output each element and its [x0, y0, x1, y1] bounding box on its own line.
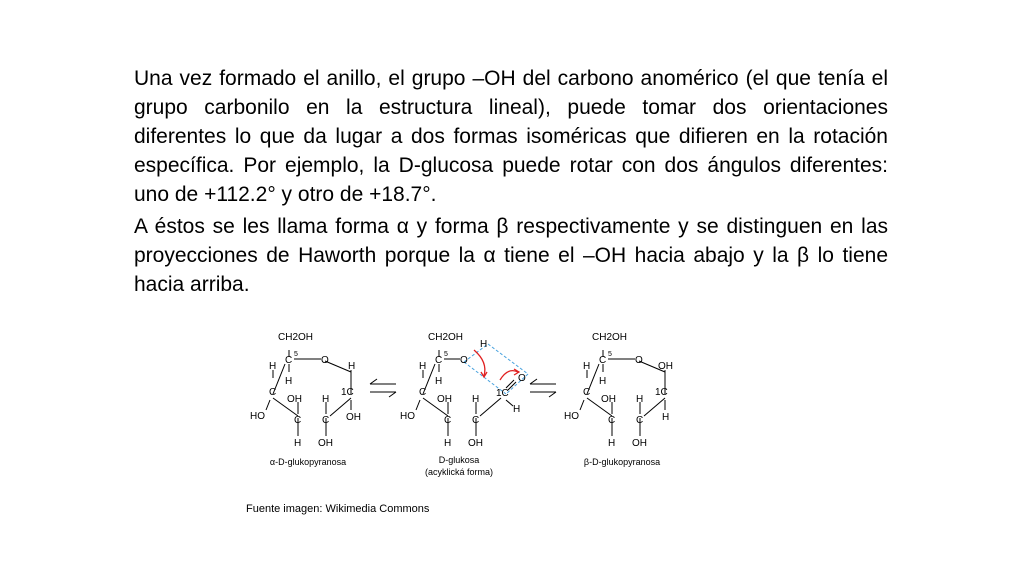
- label-oh-c3-beta: OH: [601, 394, 616, 405]
- label-ho-c4-alpha: HO: [250, 411, 265, 422]
- caption-open-1: D-glukosa: [438, 455, 480, 465]
- label-oh-c2-alpha: OH: [318, 438, 333, 449]
- mechanism-dashed-box: [464, 344, 528, 394]
- label-h-c4-alpha: H: [269, 361, 277, 372]
- label-h-c4-beta: H: [583, 361, 591, 372]
- caption-alpha: α-D-glukopyranosa: [269, 457, 347, 467]
- label-ch2oh-beta: CH2OH: [592, 332, 628, 343]
- label-h-c1-beta: H: [662, 412, 670, 423]
- label-5-beta: 5: [608, 351, 612, 358]
- label-ring-o-beta: O: [635, 355, 643, 366]
- label-h-c5-open: H: [435, 376, 443, 387]
- paragraph-alpha-beta-forms: A éstos se les llama forma α y forma β respectivamente y se distinguen en las proyecciones de Haworth porque la α tiene el –OH hacia abajo y la β lo tiene hacia arriba.: [134, 215, 888, 296]
- haworth-glucose-figure: [238, 322, 698, 482]
- label-c4-open: C: [419, 387, 427, 398]
- label-h-o-open: H: [480, 339, 488, 350]
- label-h-c3-alpha: H: [294, 438, 302, 449]
- label-h-c3-beta: H: [608, 438, 616, 449]
- label-ho-c4-open: HO: [400, 411, 415, 422]
- label-c2-beta: C: [636, 415, 644, 426]
- label-o-open: O: [460, 355, 468, 366]
- image-source: Fuente imagen: Wikimedia Commons: [246, 503, 430, 515]
- caption-beta: β-D-glukopyranosa: [583, 457, 661, 467]
- label-h-c2-open: H: [472, 394, 480, 405]
- label-h-c2-alpha: H: [322, 394, 330, 405]
- label-oh-c2-beta: OH: [632, 438, 647, 449]
- label-c1-alpha: 1C: [341, 387, 354, 398]
- paragraph-anomeric-carbon: Una vez formado el anillo, el grupo –OH del carbono anomérico (el que tenía el grupo carbonilo en la estructura lineal), puede tomar dos orientaciones diferentes lo que da lugar a dos formas isoméricas que difieren en la rotación específica. Por ejemplo, la D-glucosa puede rotar con dos ángulos diferentes: uno de +112.2° y otro de +18.7°.: [134, 67, 888, 206]
- label-ch2oh-open: CH2OH: [428, 332, 464, 343]
- label-ring-o-alpha: O: [321, 355, 329, 366]
- label-c2-open: C: [472, 415, 480, 426]
- label-h-c3-open: H: [444, 438, 452, 449]
- label-h-c2-beta: H: [636, 394, 644, 405]
- label-c4-beta: C: [583, 387, 591, 398]
- caption-open-2: (acyklická forma): [424, 467, 494, 477]
- label-c1-beta: 1C: [655, 387, 668, 398]
- label-h-c5-beta: H: [599, 376, 607, 387]
- label-5-alpha: 5: [294, 351, 298, 358]
- label-c2-alpha: C: [322, 415, 330, 426]
- label-h-c1-alpha: H: [348, 361, 356, 372]
- label-h-c1-open: H: [513, 404, 521, 415]
- label-c5-alpha: C: [285, 355, 293, 366]
- label-c5-beta: C: [599, 355, 607, 366]
- electron-arrows: [474, 350, 519, 380]
- label-c5-open: C: [435, 355, 443, 366]
- label-c3-beta: C: [608, 415, 616, 426]
- label-oh-c3-open: OH: [437, 394, 452, 405]
- label-c4-alpha: C: [269, 387, 277, 398]
- label-h-c4-open: H: [419, 361, 427, 372]
- label-c1-open: 1C: [496, 388, 509, 399]
- label-oh-c3-alpha: OH: [287, 394, 302, 405]
- label-ho-c4-beta: HO: [564, 411, 579, 422]
- label-c3-alpha: C: [294, 415, 302, 426]
- label-c3-open: C: [444, 415, 452, 426]
- label-ch2oh-alpha: CH2OH: [278, 332, 314, 343]
- label-oh-c1-beta: OH: [658, 361, 673, 372]
- label-oh-c2-open: OH: [468, 438, 483, 449]
- label-h-c5-alpha: H: [285, 376, 293, 387]
- label-5-open: 5: [444, 351, 448, 358]
- label-carbonyl-o-open: O: [518, 373, 526, 384]
- label-oh-c1-alpha: OH: [346, 412, 361, 423]
